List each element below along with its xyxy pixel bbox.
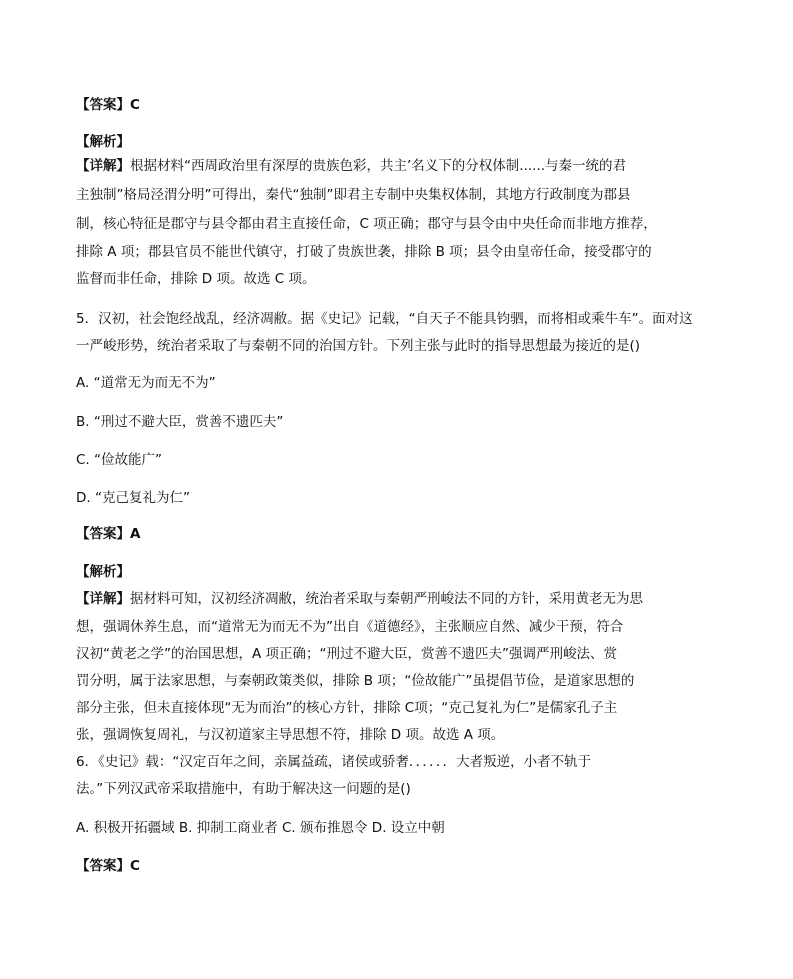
explanation-line: 【详解】根据材料“西周政治里有深厚的贵族色彩，共主’名义下的分权体制......与秦一统的君 [76,158,627,174]
answer-value: A [130,526,141,542]
answer-tag: 【答案】 [76,526,130,542]
detail-tag: 【详解】 [76,591,130,607]
answer-value: C [130,97,140,113]
answer-value: C [130,858,140,874]
explanation-line: 部分主张，但未直接体现“无为而治”的核心方针，排除 C项；“克己复礼为仁”是儒家孔子主 [76,700,618,716]
question-stem-line: 一严峻形势，统治者采取了与秦朝不同的治国方针。下列主张与此时的指导思想最为接近的是() [76,338,641,354]
analysis-label: 【解析】 [76,134,130,150]
explanation-line: 排除 A 项；郡县官员不能世代镇守，打破了贵族世袭，排除 B 项；县令由皇帝任命，接受郡守的 [76,244,652,260]
option-d: D. “克己复礼为仁” [76,490,190,506]
explanation-line: 罚分明，属于法家思想，与秦朝政策类似，排除 B 项；“俭故能广”虽提倡节俭，是道家思想的 [76,673,635,689]
answer-line [76,857,763,875]
answer-line [76,525,763,543]
answer-tag: 【答案】 [76,858,130,874]
analysis-label: 【解析】 [76,564,130,580]
explanation-line: 想，强调休养生息，而“道常无为而无不为”出自《道德经》，主张顺应自然、减少干预，符合 [76,619,624,635]
options-line: A. 积极开拓疆域 B. 抑制工商业者 C. 颁布推恩令 D. 设立中朝 [76,820,445,836]
explanation-line: 【详解】据材料可知，汉初经济凋敝，统治者采取与秦朝严刑峻法不同的方针，采用黄老无为思 [76,591,643,607]
option-a: A. “道常无为而无不为” [76,375,216,391]
question-stem-line: 5．汉初，社会饱经战乱，经济凋敝。据《史记》记载，“自天子不能具钧驷，而将相或乘牛车”。面对这 [76,311,693,327]
question-stem-line: 6．《史记》载：“汉定百年之间，亲属益疏，诸侯或骄奢．．．．．．大者叛逆，小者不轨于 [76,754,592,770]
answer-line [76,96,763,114]
option-c: C. “俭故能广” [76,452,162,468]
answer-tag: 【答案】 [76,97,130,113]
explanation-line: 张，强调恢复周礼，与汉初道家主导思想不符，排除 D 项。故选 A 项。 [76,727,505,743]
option-b: B. “刑过不避大臣，赏善不遗匹夫” [76,414,284,430]
detail-tag: 【详解】 [76,158,130,174]
explanation-line: 主独制”格局泾渭分明”可得出，秦代“独制”即君主专制中央集权体制，其地方行政制度为郡县 [76,187,631,203]
question-stem-line: 法。”下列汉武帝采取措施中，有助于解决这一问题的是() [76,781,411,797]
explanation-line: 汉初“黄老之学”的治国思想，A 项正确；“刑过不避大臣，赏善不遗匹夫”强调严刑峻法、赏 [76,646,618,662]
explanation-line: 制，核心特征是郡守与县令都由君主直接任命，C 项正确；郡守与县令由中央任命而非地方推荐， [76,216,657,232]
explanation-line: 监督而非任命，排除 D 项。故选 C 项。 [76,271,316,287]
